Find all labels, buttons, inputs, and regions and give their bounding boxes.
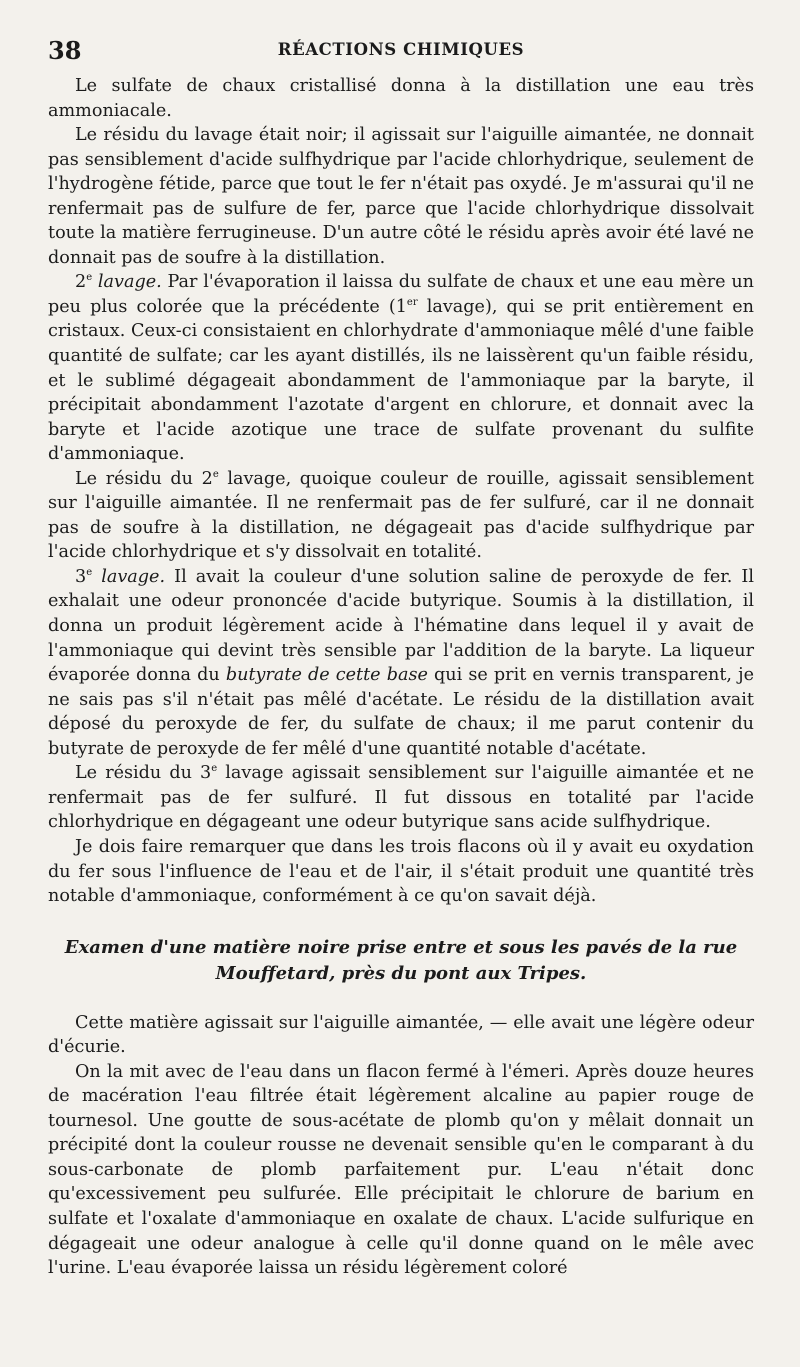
- paragraph-text: lavage agissait sensiblement sur l'aiguille aimantée et ne renfermait pas de fer sulfuré. Il fut dissous en totalité par l'acide chlorhydrique en dégageant une odeur butyrique sans acide sulfhydrique.: [48, 763, 754, 833]
- paragraph-text: qui se prit en vernis transparent, je ne sais pas s'il n'était pas mêlé d'acétate. Le résidu de la distillation avait déposé du peroxyde de fer, du sulfate de chaux; il me parut contenir du butyrate de peroxyde de fer mêlé d'une quantité notable d'acétate.: [48, 665, 755, 759]
- running-title: RÉACTIONS CHIMIQUES: [277, 40, 525, 59]
- paragraph-text: Le résidu du 2: [75, 468, 213, 489]
- paragraph-text: Le résidu du 3: [75, 763, 212, 784]
- ordinal-suffix: er: [406, 297, 418, 309]
- paragraph: [48, 467, 754, 565]
- paragraph-text: lavage, quoique couleur de rouille, agissait sensiblement sur l'aiguille aimantée. Il ne renfermait pas de fer sulfuré, car il ne donnait pas de soufre à la distillation, ne dégageait pas d'acide sulfhydrique par l'acide chlorhydrique et s'y dissolvait en totalité.: [48, 468, 754, 563]
- paragraph: Je dois faire remarquer que dans les trois flacons où il y avait eu oxydation du fer sous l'influence de l'eau et de l'air, il s'était produit une quantité très notable d'ammoniaque, conformément à ce qu'on savait déjà.: [48, 836, 754, 907]
- ordinal-suffix: e: [211, 763, 218, 775]
- italic-term: butyrate de cette base: [225, 665, 428, 686]
- section-title: Examen d'une matière noire prise entre et sous les pavés de la rue Mouffetard, près du pont aux Tripes.: [64, 936, 738, 984]
- washing-label: lavage.: [97, 272, 162, 293]
- paragraph-second-washing: [48, 270, 754, 466]
- paragraph: On la mit avec de l'eau dans un flacon fermé à l'émeri. Après douze heures de macération l'eau filtrée était légèrement alcaline au papier rouge de tournesol. Une goutte de sous-acétate de plomb qu'on y mêlait donnait un précipité dont la couleur rousse ne devenait sensible qu'en le comparant à du sous-carbonate de plomb parfaitement pur. L'eau n'était donc qu'excessivement peu sulfurée. Elle précipitait le chlorure de barium en sulfate et l'oxalate d'ammoniaque en oxalate de chaux. L'acide sulfurique en dégageait une odeur analogue à celle qu'il donne quand on le mêle avec l'urine. L'eau évaporée laissa un résidu légèrement coloré: [48, 1061, 754, 1279]
- paragraph-text: Par l'évaporation il laissa du sulfate de chaux et une eau mère un peu plus colorée que la précédente (1: [48, 272, 755, 317]
- paragraph: [48, 761, 754, 835]
- paragraph-text: lavage), qui se prit entièrement en cristaux. Ceux-ci consistaient en chlorhydrate d'ammoniaque mêlé d'une faible quantité de sulfate; car les ayant distillés, ils ne laissèrent qu'un faible résidu, et le sublimé dégageait abondamment de l'ammoniaque par la baryte, il précipitait abondamment l'azotate d'argent en chlorure, et donnait avec la baryte et l'acide azotique une trace de sulfate provenant du sulfite d'ammoniaque.: [48, 296, 754, 465]
- page-header: [48, 30, 754, 74]
- paragraph: Le sulfate de chaux cristallisé donna à la distillation une eau très ammoniacale.: [48, 76, 754, 121]
- washing-number: 3: [75, 566, 87, 587]
- washing-label: lavage.: [101, 566, 166, 587]
- body-text: [48, 74, 754, 1281]
- ordinal-suffix: e: [212, 468, 219, 480]
- page-number: 38: [48, 36, 82, 65]
- paragraph-third-washing: [48, 565, 754, 761]
- ordinal-suffix: e: [86, 567, 93, 579]
- washing-number: 2: [75, 272, 87, 293]
- ordinal-suffix: e: [86, 272, 93, 284]
- paragraph: Le résidu du lavage était noir; il agissait sur l'aiguille aimantée, ne donnait pas sensiblement d'acide sulfhydrique par l'acide chlorhydrique, seulement de l'hydrogène fétide, parce que tout le fer n'était pas oxydé. Je m'assurai qu'il ne renfermait pas de sulfure de fer, parce que l'acide chlorhydrique dissolvait toute la matière ferrugineuse. D'un autre côté le résidu après avoir été lavé ne donnait pas de soufre à la distillation.: [48, 125, 754, 268]
- paragraph: Cette matière agissait sur l'aiguille aimantée, — elle avait une légère odeur d'écurie.: [48, 1012, 754, 1058]
- paragraph-text: Il avait la couleur d'une solution saline de peroxyde de fer. Il exhalait une odeur prononcée d'acide butyrique. Soumis à la distillation, il donna un produit légèrement acide à l'hématine dans lequel il y avait de l'ammoniaque qui devint très sensible par l'addition de la baryte. La liqueur évaporée donna du: [48, 566, 754, 686]
